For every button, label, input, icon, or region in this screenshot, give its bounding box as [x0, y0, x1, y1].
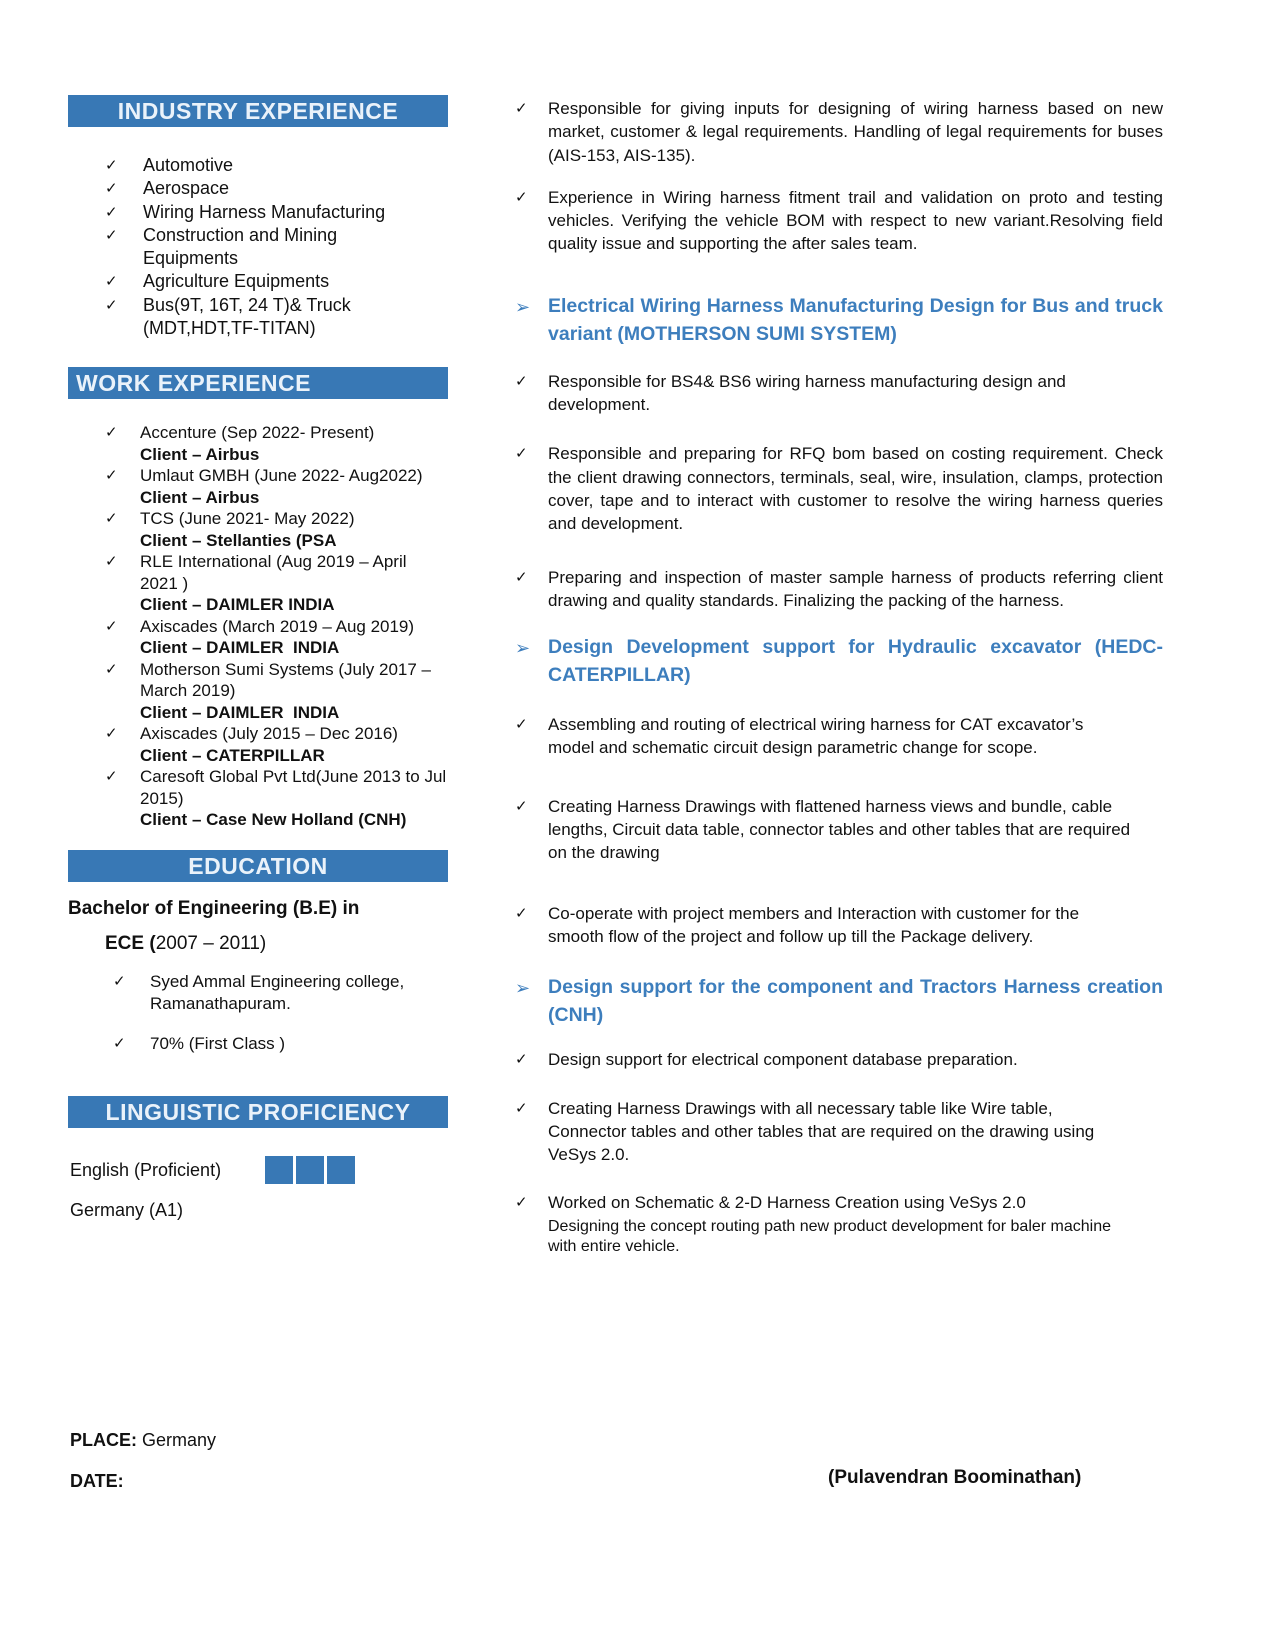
work-item — [68, 616, 448, 659]
check-icon: ✓ — [515, 445, 528, 463]
proficiency-square — [327, 1156, 355, 1184]
work-item — [68, 551, 448, 616]
employer-period: Umlaut GMBH (June 2022- Aug2022) — [140, 466, 423, 485]
check-icon: ✓ — [105, 617, 118, 635]
paragraph-text: Creating Harness Drawings with flattened harness views and bundle, cable lengths, Circuit data table, connector tables and other tables that are required on the drawing — [548, 796, 1131, 863]
arrow-icon: ➢ — [515, 296, 531, 317]
check-icon: ✓ — [105, 467, 118, 484]
language-label: Germany (A1) — [70, 1200, 184, 1220]
client-name: Client – Stellanties (PSA — [140, 530, 337, 550]
check-icon: ✓ — [515, 100, 528, 117]
paragraph-text: Design support for electrical component database preparation. — [548, 1050, 1018, 1070]
bullet-paragraph — [515, 97, 1163, 167]
degree-abbrev: ECE ( — [105, 933, 156, 954]
check-icon: ✓ — [105, 296, 118, 314]
industry-item-label: Agriculture Equipments — [143, 271, 330, 292]
paragraph-text: Responsible and preparing for RFQ bom based on costing requirement. Check the client drawing connectors, terminals, seal, wire, insulation, clamps, protection cover, tape and to interact with customer to resolve the wiring harness queries and development. — [548, 444, 1163, 534]
bullet-paragraph — [515, 566, 1163, 613]
education-header: EDUCATION — [68, 850, 448, 882]
heading-text: Electrical Wiring Harness Manufacturing Design for Bus and truck variant (MOTHERSON SUMI SYSTEM) — [548, 294, 1163, 345]
place-value: Germany — [142, 1430, 217, 1450]
work-list — [68, 422, 448, 831]
check-icon: ✓ — [105, 725, 118, 742]
industry-item-label: Construction and Mining Equipments — [143, 224, 338, 269]
client-name: Client – Case New Holland (CNH) — [140, 810, 407, 829]
list-item — [68, 177, 448, 200]
check-icon: ✓ — [105, 273, 118, 291]
client-name: Client – DAIMLER INDIA — [140, 595, 335, 614]
check-icon: ✓ — [105, 768, 118, 785]
industry-item-label: Automotive — [143, 155, 234, 175]
bullet-paragraph — [515, 1191, 1132, 1257]
proficiency-square — [265, 1156, 293, 1184]
check-icon: ✓ — [515, 372, 528, 390]
check-icon: ✓ — [113, 973, 126, 990]
check-icon: ✓ — [515, 797, 528, 815]
bullet-paragraph — [515, 442, 1163, 535]
check-icon: ✓ — [105, 180, 118, 198]
employer-period: Axiscades (March 2019 – Aug 2019) — [140, 616, 415, 636]
paragraph-text: Preparing and inspection of master sample harness of products referring client drawing and quality standards. Finalizing the packing of the harness. — [548, 567, 1163, 610]
arrow-icon: ➢ — [515, 638, 531, 659]
paragraph-text: Co-operate with project members and Interaction with customer for the smooth flow of the project and follow up till the Package delivery. — [548, 903, 1080, 946]
degree-years-line — [68, 933, 448, 955]
list-item — [68, 224, 448, 271]
industry-experience-header: INDUSTRY EXPERIENCE — [68, 95, 448, 127]
list-item — [68, 1033, 448, 1055]
list-item — [68, 294, 448, 341]
industry-item-label: Aerospace — [143, 178, 230, 199]
check-icon: ✓ — [105, 660, 118, 678]
section-work-experience — [68, 367, 448, 831]
section-education — [68, 850, 448, 1055]
place-label: PLACE: — [70, 1430, 137, 1450]
bullet-paragraph — [515, 1048, 1163, 1071]
check-icon: ✓ — [515, 1194, 528, 1212]
paragraph-text: Creating Harness Drawings with all necessary table like Wire table, Connector tables and other tables that are required on the drawing using VeSys 2.0. — [548, 1098, 1095, 1165]
date-line — [70, 1470, 124, 1492]
paragraph-text: Assembling and routing of electrical wiring harness for CAT excavator’s model and schematic circuit design parametric change for scope. — [548, 715, 1084, 758]
bullet-paragraph — [515, 795, 1132, 865]
language-row — [70, 1156, 448, 1184]
employer-period: Motherson Sumi Systems (July 2017 – March 2019) — [140, 659, 432, 700]
check-icon: ✓ — [515, 568, 528, 586]
bullet-paragraph — [515, 186, 1163, 256]
linguistic-proficiency-header: LINGUISTIC PROFICIENCY — [68, 1096, 448, 1128]
client-name: Client – Airbus — [140, 487, 260, 507]
language-row — [70, 1198, 448, 1222]
paragraph-subtext: Designing the concept routing path new product development for baler machine with entire vehicle. — [548, 1217, 1112, 1256]
list-item — [68, 154, 448, 177]
employer-period: Axiscades (July 2015 – Dec 2016) — [140, 724, 398, 743]
degree-line: Bachelor of Engineering (B.E) in — [68, 898, 360, 919]
heading-text: Design Development support for Hydraulic excavator (HEDC-CATERPILLAR) — [548, 636, 1163, 687]
project-heading — [515, 633, 1163, 689]
check-icon: ✓ — [515, 1051, 528, 1069]
arrow-icon: ➢ — [515, 978, 531, 999]
paragraph-text: Experience in Wiring harness fitment trail and validation on proto and testing vehicles. Verifying the vehicle BOM with respect to new variant.Resolving field quality issue and supporting the after sales team. — [548, 187, 1163, 254]
industry-list — [68, 154, 448, 340]
date-label: DATE: — [70, 1471, 124, 1491]
details-column — [515, 92, 1163, 1258]
check-icon: ✓ — [515, 904, 528, 922]
work-item — [68, 465, 448, 508]
check-icon: ✓ — [515, 716, 528, 734]
list-item — [68, 201, 448, 224]
section-linguistic-proficiency — [68, 1096, 448, 1222]
project-heading — [515, 292, 1163, 348]
work-item — [68, 508, 448, 551]
check-icon: ✓ — [105, 424, 118, 441]
signature-name: (Pulavendran Boominathan) — [828, 1467, 1082, 1488]
industry-item-label: Wiring Harness Manufacturing — [143, 201, 386, 222]
check-icon: ✓ — [105, 226, 118, 244]
employer-period: RLE International (Aug 2019 – April 2021 ) — [140, 552, 407, 593]
paragraph-text: Responsible for BS4& BS6 wiring harness manufacturing design and development. — [548, 371, 1066, 415]
grade-value: 70% (First Class ) — [150, 1034, 286, 1053]
list-item — [68, 971, 448, 1015]
client-name: Client – DAIMLER INDIA — [140, 702, 340, 722]
work-item — [68, 659, 448, 724]
check-icon: ✓ — [113, 1035, 126, 1052]
proficiency-meter — [265, 1156, 355, 1184]
work-item — [68, 723, 448, 766]
work-experience-header: WORK EXPERIENCE — [68, 367, 448, 399]
check-icon: ✓ — [515, 1099, 528, 1117]
section-industry-experience — [68, 95, 448, 340]
employer-period: Caresoft Global Pvt Ltd(June 2013 to Jul 2015) — [140, 767, 447, 808]
bullet-paragraph — [515, 902, 1132, 949]
client-name: Client – Airbus — [140, 444, 260, 464]
place-line — [70, 1429, 216, 1451]
paragraph-text: Responsible for giving inputs for designing of wiring harness based on new market, customer & legal requirements. Handling of legal requirements for buses (AIS-153, AIS-135). — [548, 99, 1163, 165]
employer-period: Accenture (Sep 2022- Present) — [140, 423, 375, 442]
work-item — [68, 422, 448, 465]
bullet-paragraph — [515, 370, 1163, 417]
paragraph-text: Worked on Schematic & 2-D Harness Creation using VeSys 2.0 — [548, 1193, 1026, 1213]
education-list — [68, 971, 448, 1055]
check-icon: ✓ — [105, 157, 118, 174]
bullet-paragraph — [515, 713, 1132, 760]
check-icon: ✓ — [105, 553, 118, 570]
check-icon: ✓ — [105, 203, 118, 221]
list-item — [68, 270, 448, 293]
work-item — [68, 766, 448, 831]
check-icon: ✓ — [515, 188, 528, 206]
bullet-paragraph — [515, 1097, 1132, 1167]
check-icon: ✓ — [105, 510, 118, 527]
college-name: Syed Ammal Engineering college, Ramanathapuram. — [150, 972, 405, 1013]
heading-text: Design support for the component and Tractors Harness creation (CNH) — [548, 976, 1163, 1027]
project-heading — [515, 973, 1163, 1029]
employer-period: TCS (June 2021- May 2022) — [140, 509, 355, 528]
industry-item-label: Bus(9T, 16T, 24 T)& Truck (MDT,HDT,TF-TITAN) — [143, 294, 351, 339]
language-label: English (Proficient) — [70, 1160, 222, 1180]
client-name: Client – DAIMLER INDIA — [140, 638, 340, 657]
client-name: Client – CATERPILLAR — [140, 745, 325, 765]
proficiency-square — [296, 1156, 324, 1184]
degree-years: 2007 – 2011) — [155, 933, 267, 954]
